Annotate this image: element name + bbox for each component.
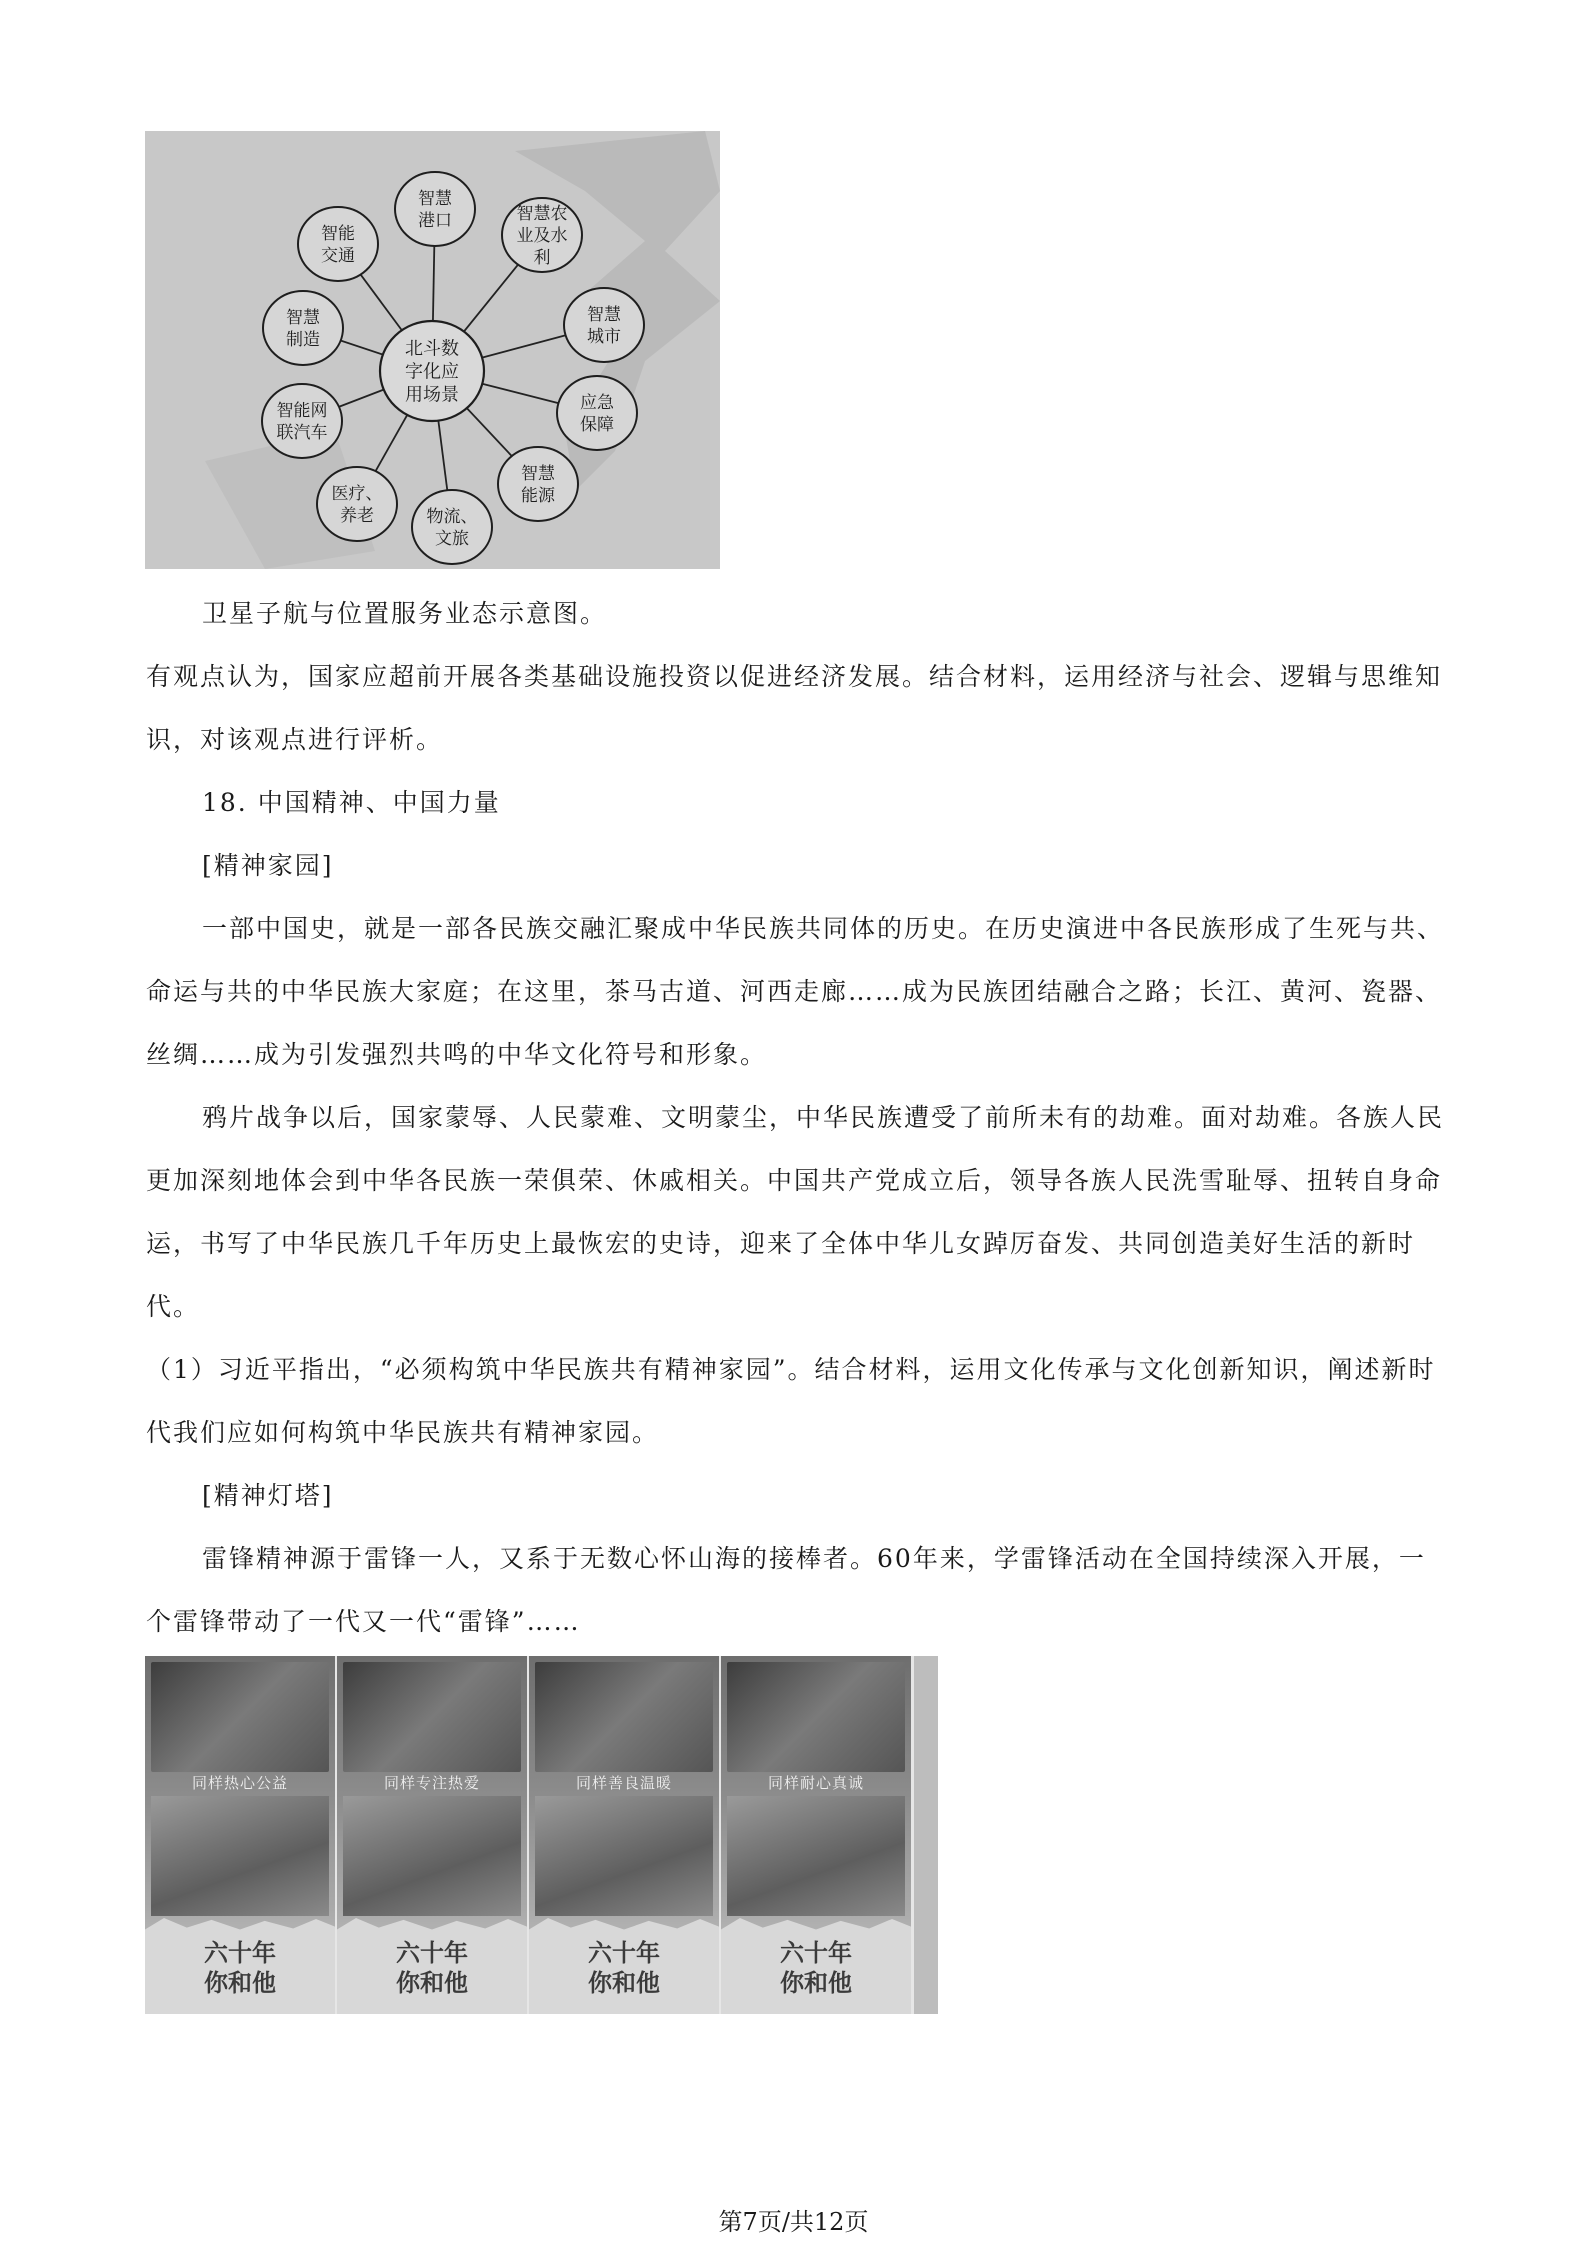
panel-slogan — [721, 1938, 911, 1998]
mind-map-node-label: 交通 — [321, 245, 355, 266]
section-title-spiritual-home: [精神家园] — [202, 851, 334, 880]
slogan-line-1: 六十年 — [780, 1938, 852, 1967]
mind-map-node — [263, 291, 343, 365]
mind-map-center-label: 用场景 — [405, 384, 459, 406]
mind-map-node-label: 智慧 — [587, 304, 621, 325]
mind-map-node — [395, 172, 475, 246]
mind-map-node-label: 智能网 — [276, 400, 328, 421]
section1-paragraph-2: 鸦片战争以后，国家蒙辱、人民蒙难、文明蒙尘，中华民族遭受了前所未有的劫难。面对劫难。各族人民更加深刻地体会到中华各民族一荣俱荣、休戚相关。中国共产党成立后，领导各族人民洗雪耻辱、扭转自身命运，书写了中华民族几千年历史上最恢宏的史诗，迎来了全体中华儿女踔厉奋发、共同创造美好生活的新时代。 — [146, 1103, 1445, 1321]
collage-panel — [145, 1656, 338, 2014]
panel-slogan — [337, 1938, 527, 1998]
mind-map-node-label: 利 — [533, 247, 551, 268]
slogan-line-2: 你和他 — [204, 1968, 276, 1997]
mind-map-node-label: 智慧 — [521, 463, 555, 484]
historic-photo — [343, 1662, 521, 1772]
q17-question-text: 有观点认为，国家应超前开展各类基础设施投资以促进经济发展。结合材料，运用经济与社会、逻辑与思维知识，对该观点进行评析。 — [146, 662, 1443, 754]
mind-map-node-label: 应急 — [580, 392, 614, 413]
panel-strip-text: 同样善良温暖 — [575, 1774, 672, 1792]
mind-map-node-label: 医疗、 — [331, 483, 383, 504]
beidou-mind-map-figure — [145, 131, 720, 569]
mind-map-node — [498, 447, 578, 521]
panel-slogan — [529, 1938, 719, 1998]
mind-map-node-label: 保障 — [580, 414, 614, 435]
mind-map-center-label: 字化应 — [405, 361, 459, 383]
slogan-line-1: 六十年 — [396, 1938, 468, 1967]
historic-photo — [535, 1662, 713, 1772]
mind-map-node-label: 物流、 — [426, 506, 478, 527]
mind-map-node-label: 城市 — [587, 326, 621, 347]
mind-map-node — [557, 376, 637, 450]
mind-map-node — [412, 490, 492, 564]
section1-paragraph-1: 一部中国史，就是一部各民族交融汇聚成中华民族共同体的历史。在历史演进中各民族形成了生死与共、命运与共的中华民族大家庭；在这里，茶马古道、河西走廊……成为民族团结融合之路；长江、黄河、瓷器、丝绸……成为引发强烈共鸣的中华文化符号和形象。 — [146, 914, 1445, 1069]
figure-caption: 卫星子航与位置服务业态示意图。 — [202, 599, 608, 628]
mind-map-node — [298, 207, 378, 281]
lei-feng-photo-collage — [145, 1656, 938, 2014]
mind-map-diagram — [145, 131, 720, 569]
panel-slogan — [145, 1938, 335, 1998]
collage-panel — [337, 1656, 530, 2014]
mind-map-node-label: 联汽车 — [276, 422, 328, 443]
slogan-line-2: 你和他 — [780, 1968, 852, 1997]
mind-map-node-label: 智能 — [321, 223, 355, 244]
page-footer: 第7页/共12页 — [718, 2208, 869, 2236]
q18-sub-question-1: （1）习近平指出，“必须构筑中华民族共有精神家园”。结合材料，运用文化传承与文化创新知识，阐述新时代我们应如何构筑中华民族共有精神家园。 — [146, 1355, 1436, 1447]
mind-map-node-label: 智慧 — [418, 188, 452, 209]
mind-map-node-label: 智慧农 — [516, 203, 568, 224]
mind-map-node-label: 制造 — [286, 329, 320, 350]
panel-strip-text: 同样专注热爱 — [383, 1774, 480, 1792]
section2-paragraph-1: 雷锋精神源于雷锋一人，又系于无数心怀山海的接棒者。60年来，学雷锋活动在全国持续深入开展，一个雷锋带动了一代又一代“雷锋”…… — [146, 1544, 1426, 1636]
mind-map-node-label: 港口 — [418, 210, 452, 231]
modern-photo — [535, 1796, 713, 1916]
panel-strip-text: 同样热心公益 — [191, 1774, 288, 1792]
collage-panel — [529, 1656, 722, 2014]
slogan-line-2: 你和他 — [396, 1968, 468, 1997]
mind-map-node — [564, 288, 644, 362]
mind-map-center-label: 北斗数 — [405, 338, 459, 360]
q18-title: 18. 中国精神、中国力量 — [202, 788, 501, 817]
mind-map-node-label: 养老 — [340, 505, 374, 526]
panel-strip-text: 同样耐心真诚 — [767, 1774, 864, 1792]
historic-photo — [151, 1662, 329, 1772]
mind-map-node-label: 能源 — [521, 485, 555, 506]
slogan-line-1: 六十年 — [588, 1938, 660, 1967]
section-title-spiritual-lighthouse: [精神灯塔] — [202, 1481, 334, 1510]
mind-map-node — [317, 467, 397, 541]
modern-photo — [727, 1796, 905, 1916]
modern-photo — [151, 1796, 329, 1916]
mind-map-node-label: 文旅 — [435, 528, 469, 549]
mind-map-node-label: 业及水 — [516, 225, 568, 246]
slogan-line-1: 六十年 — [204, 1938, 276, 1967]
collage-panel — [721, 1656, 914, 2014]
modern-photo — [343, 1796, 521, 1916]
slogan-line-2: 你和他 — [588, 1968, 660, 1997]
mind-map-node-label: 智慧 — [286, 307, 320, 328]
mind-map-node — [262, 384, 342, 458]
historic-photo — [727, 1662, 905, 1772]
